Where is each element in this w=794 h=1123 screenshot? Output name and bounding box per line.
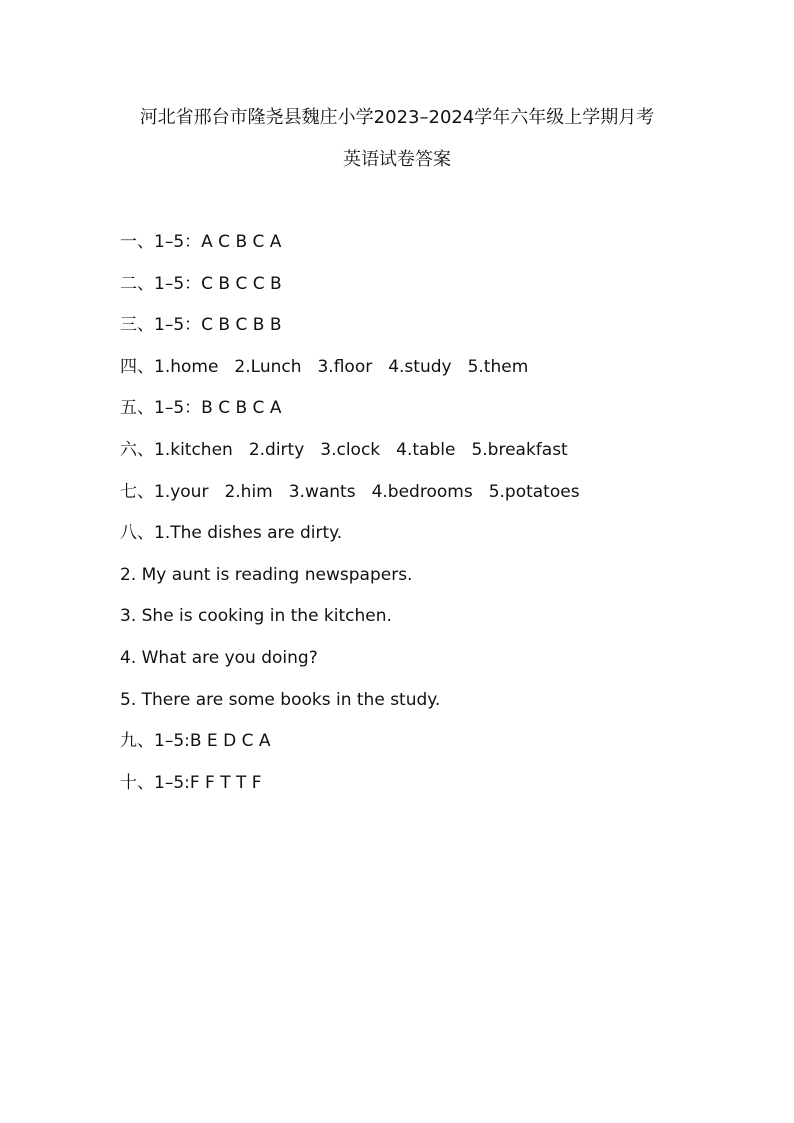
answer-item: 1.The dishes are dirty.: [154, 523, 343, 544]
answer-item: 1–5:B E D C A: [154, 731, 271, 752]
answer-item: 1.home: [154, 356, 219, 377]
answer-line-5: [120, 396, 580, 438]
answer-list: [120, 230, 580, 812]
answer-line-13: [120, 729, 580, 771]
answer-section-label: 八、: [120, 523, 154, 544]
answer-line-1: [120, 230, 580, 272]
answer-section-label: 五、1–5：: [120, 398, 202, 419]
answer-item: 3.wants: [288, 481, 356, 502]
answer-item: 5.breakfast: [471, 439, 568, 460]
answer-line-9: [120, 563, 580, 605]
answer-item: C B C C B: [201, 273, 282, 294]
document-subtitle: 英语试卷答案: [343, 149, 451, 170]
answer-line-14: [120, 771, 580, 813]
answer-item: 5.potatoes: [488, 481, 580, 502]
answer-item: 2. My aunt is reading newspapers.: [120, 564, 413, 585]
answer-line-8: [120, 521, 580, 563]
answer-section-label: 一、1–5：: [120, 232, 202, 252]
answer-line-12: [120, 688, 580, 730]
answer-item: C B C B B: [201, 315, 282, 336]
answer-item: 4.study: [388, 356, 452, 377]
answer-item: 1.kitchen: [154, 439, 233, 460]
answer-section-label: 六、: [120, 439, 154, 460]
answer-section-label: 十、: [120, 772, 154, 793]
answer-section-label: 二、1–5：: [120, 273, 202, 294]
answer-item: 4.table: [396, 439, 456, 460]
document-title: 河北省邢台市隆尧县魏庄小学2023–2024学年六年级上学期月考: [139, 107, 655, 128]
answer-line-10: [120, 604, 580, 646]
answer-line-3: [120, 313, 580, 355]
answer-section-label: 四、: [120, 356, 154, 377]
answer-item: 1.your: [154, 481, 209, 502]
answer-item: 3.floor: [317, 356, 373, 377]
answer-section-label: 三、1–5：: [120, 315, 202, 336]
answer-line-2: [120, 272, 580, 314]
answer-item: 3.clock: [320, 439, 381, 460]
answer-item: 3. She is cooking in the kitchen.: [120, 606, 392, 627]
answer-line-6: [120, 438, 580, 480]
answer-item: 5.them: [467, 356, 529, 377]
answer-item: 1–5:F F T T F: [154, 772, 262, 793]
answer-item: A C B C A: [201, 232, 282, 252]
answer-item: 2.him: [224, 481, 273, 502]
answer-item: 4. What are you doing?: [120, 647, 318, 668]
answer-section-label: 九、: [120, 731, 154, 752]
answer-item: 2.dirty: [248, 439, 305, 460]
answer-line-7: [120, 480, 580, 522]
answer-item: 2.Lunch: [234, 356, 302, 377]
answer-line-11: [120, 646, 580, 688]
answer-item: B C B C A: [201, 398, 282, 419]
answer-item: 5. There are some books in the study.: [120, 689, 441, 710]
answer-line-4: [120, 355, 580, 397]
answer-item: 4.bedrooms: [371, 481, 473, 502]
answer-section-label: 七、: [120, 481, 154, 502]
